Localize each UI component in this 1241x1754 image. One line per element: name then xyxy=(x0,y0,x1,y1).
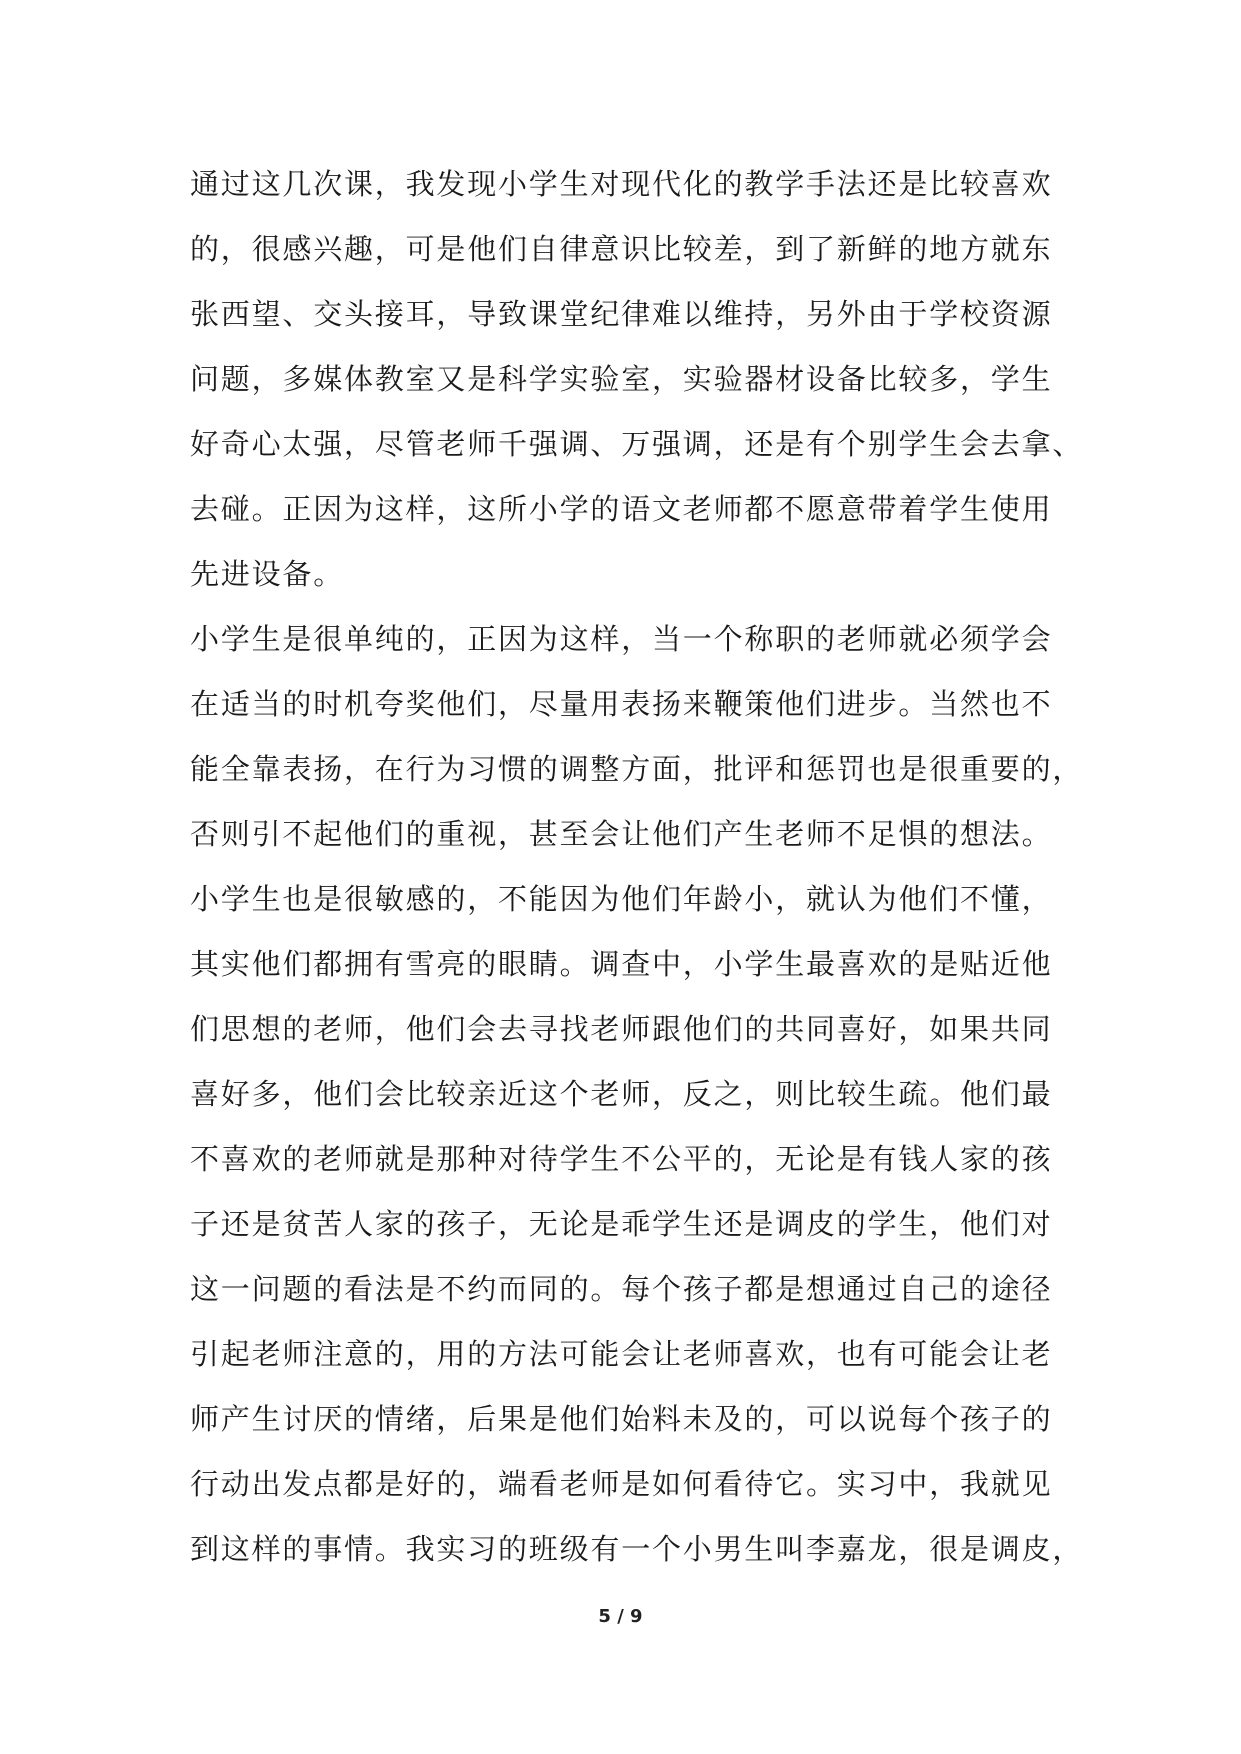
text-line: 行动出发点都是好的，端看老师是如何看待它。实习中，我就见 xyxy=(190,1467,1053,1501)
text-line: 引起老师注意的，用的方法可能会让老师喜欢，也有可能会让老 xyxy=(190,1337,1053,1371)
text-line: 师产生讨厌的情绪，后果是他们始料未及的，可以说每个孩子的 xyxy=(190,1402,1053,1436)
text-line: 在适当的时机夸奖他们，尽量用表扬来鞭策他们进步。当然也不 xyxy=(190,687,1053,721)
text-line: 问题，多媒体教室又是科学实验室，实验器材设备比较多，学生 xyxy=(190,362,1053,396)
text-line: 这一问题的看法是不约而同的。每个孩子都是想通过自己的途径 xyxy=(190,1272,1053,1306)
text-line: 小学生也是很敏感的，不能因为他们年龄小，就认为他们不懂， xyxy=(190,882,1053,916)
paragraph xyxy=(190,152,1150,607)
paragraph xyxy=(190,607,1150,1582)
text-line: 先进设备。 xyxy=(190,557,345,591)
text-line: 喜好多，他们会比较亲近这个老师，反之，则比较生疏。他们最 xyxy=(190,1077,1053,1111)
text-line: 张西望、交头接耳，导致课堂纪律难以维持，另外由于学校资源 xyxy=(190,297,1053,331)
text-line: 不喜欢的老师就是那种对待学生不公平的，无论是有钱人家的孩 xyxy=(190,1142,1053,1176)
text-line: 去碰。正因为这样，这所小学的语文老师都不愿意带着学生使用 xyxy=(190,492,1053,526)
text-line: 到这样的事情。我实习的班级有一个小男生叫李嘉龙，很是调皮， xyxy=(190,1532,1084,1566)
body-text xyxy=(190,152,1150,1582)
text-line: 能全靠表扬，在行为习惯的调整方面，批评和惩罚也是很重要的， xyxy=(190,752,1084,786)
text-line: 否则引不起他们的重视，甚至会让他们产生老师不足惧的想法。 xyxy=(190,817,1053,851)
text-line: 通过这几次课，我发现小学生对现代化的教学手法还是比较喜欢 xyxy=(190,167,1053,201)
text-line: 小学生是很单纯的，正因为这样，当一个称职的老师就必须学会 xyxy=(190,622,1053,656)
text-line: 其实他们都拥有雪亮的眼睛。调查中，小学生最喜欢的是贴近他 xyxy=(190,947,1053,981)
page-number: 5 / 9 xyxy=(598,1606,643,1627)
text-line: 们思想的老师，他们会去寻找老师跟他们的共同喜好，如果共同 xyxy=(190,1012,1053,1046)
text-line: 好奇心太强，尽管老师千强调、万强调，还是有个别学生会去拿、 xyxy=(190,427,1084,461)
text-line: 的，很感兴趣，可是他们自律意识比较差，到了新鲜的地方就东 xyxy=(190,232,1053,266)
text-line: 子还是贫苦人家的孩子，无论是乖学生还是调皮的学生，他们对 xyxy=(190,1207,1053,1241)
